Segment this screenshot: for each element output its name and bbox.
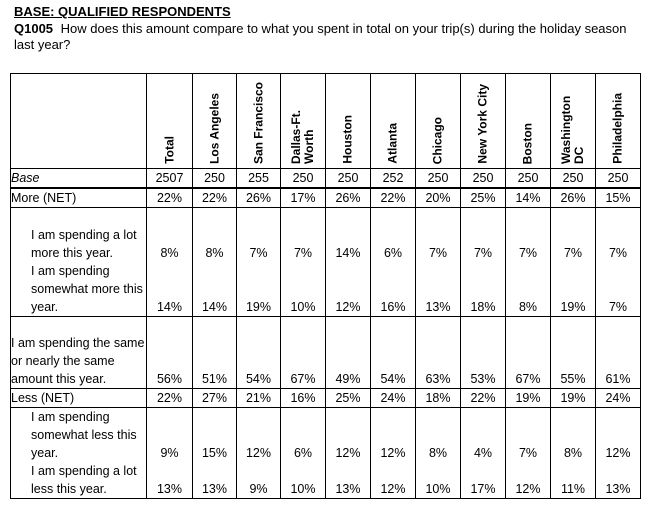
- table-cell: 21%: [237, 388, 281, 407]
- question-text: How does this amount compare to what you spent in total on your trip(s) during the holiday season last year?: [14, 21, 627, 52]
- table-row: [11, 208, 641, 262]
- col-header-new-york-city: New York City: [461, 74, 506, 169]
- table-cell: 14%: [193, 262, 237, 317]
- table-body: [11, 169, 641, 499]
- col-header-boston: Boston: [506, 74, 551, 169]
- table-cell: 250: [461, 169, 506, 189]
- table-cell: 13%: [147, 462, 193, 499]
- table-header: [14, 3, 644, 53]
- table-cell: 27%: [193, 388, 237, 407]
- table-cell: 8%: [147, 208, 193, 262]
- table-cell: 18%: [461, 262, 506, 317]
- question-id: Q1005: [14, 21, 54, 36]
- row-label: I am spending the same or nearly the same amount this year.: [11, 316, 147, 388]
- table-cell: 12%: [371, 462, 416, 499]
- table-cell: 20%: [416, 188, 461, 208]
- table-cell: 14%: [147, 262, 193, 317]
- table-cell: 63%: [416, 316, 461, 388]
- table-cell: 9%: [237, 462, 281, 499]
- table-cell: 7%: [281, 208, 326, 262]
- table-cell: 51%: [193, 316, 237, 388]
- table-cell: 11%: [551, 462, 596, 499]
- col-header-atlanta: Atlanta: [371, 74, 416, 169]
- table-cell: 15%: [596, 188, 641, 208]
- table-cell: 255: [237, 169, 281, 189]
- table-cell: 8%: [551, 407, 596, 462]
- table-cell: 250: [326, 169, 371, 189]
- table-cell: 10%: [416, 462, 461, 499]
- table-cell: 53%: [461, 316, 506, 388]
- row-label: I am spending somewhat less this year.: [11, 407, 147, 462]
- table-cell: 250: [506, 169, 551, 189]
- table-cell: 12%: [326, 407, 371, 462]
- table-cell: 10%: [281, 262, 326, 317]
- table-cell: 12%: [506, 462, 551, 499]
- table-cell: 4%: [461, 407, 506, 462]
- table-cell: 54%: [237, 316, 281, 388]
- col-header-philadelphia: Philadelphia: [596, 74, 641, 169]
- table-cell: 7%: [461, 208, 506, 262]
- table-cell: 54%: [371, 316, 416, 388]
- table-cell: 250: [596, 169, 641, 189]
- crosstab-table: [10, 73, 641, 499]
- table-cell: 14%: [506, 188, 551, 208]
- table-cell: 9%: [147, 407, 193, 462]
- table-cell: 22%: [147, 388, 193, 407]
- table-row: [11, 462, 641, 499]
- question: [14, 21, 644, 53]
- table-cell: 250: [281, 169, 326, 189]
- table-cell: 19%: [551, 262, 596, 317]
- table-row: [11, 316, 641, 388]
- row-label: I am spending a lot less this year.: [11, 462, 147, 499]
- table-cell: 24%: [371, 388, 416, 407]
- table-cell: 6%: [281, 407, 326, 462]
- row-label: Less (NET): [11, 388, 147, 407]
- table-cell: 19%: [551, 388, 596, 407]
- table-cell: 17%: [281, 188, 326, 208]
- table-cell: 13%: [596, 462, 641, 499]
- table-cell: 49%: [326, 316, 371, 388]
- table-row: [11, 262, 641, 317]
- col-header-houston: Houston: [326, 74, 371, 169]
- table-cell: 22%: [371, 188, 416, 208]
- table-cell: 67%: [506, 316, 551, 388]
- table-cell: 250: [551, 169, 596, 189]
- table-cell: 17%: [461, 462, 506, 499]
- row-label: Base: [11, 169, 147, 189]
- table-cell: 12%: [326, 262, 371, 317]
- table-cell: 18%: [416, 388, 461, 407]
- col-header-chicago: Chicago: [416, 74, 461, 169]
- col-header-san-francisco: San Francisco: [237, 74, 281, 169]
- table-cell: 67%: [281, 316, 326, 388]
- column-header-row: [11, 74, 641, 169]
- table-cell: 13%: [326, 462, 371, 499]
- table-cell: 26%: [326, 188, 371, 208]
- table-cell: 8%: [506, 262, 551, 317]
- table-cell: 16%: [281, 388, 326, 407]
- col-header-los-angeles: Los Angeles: [193, 74, 237, 169]
- table-cell: 7%: [506, 407, 551, 462]
- table-row: [11, 388, 641, 407]
- table-cell: 7%: [551, 208, 596, 262]
- table-cell: 55%: [551, 316, 596, 388]
- table-cell: 61%: [596, 316, 641, 388]
- table-cell: 24%: [596, 388, 641, 407]
- table-cell: 12%: [371, 407, 416, 462]
- table-cell: 7%: [416, 208, 461, 262]
- row-label: I am spending a lot more this year.: [11, 208, 147, 262]
- table-cell: 12%: [596, 407, 641, 462]
- table-cell: 7%: [237, 208, 281, 262]
- table-cell: 8%: [416, 407, 461, 462]
- table-cell: 8%: [193, 208, 237, 262]
- table-cell: 7%: [596, 262, 641, 317]
- table-cell: 7%: [596, 208, 641, 262]
- table-cell: 56%: [147, 316, 193, 388]
- table-cell: 13%: [193, 462, 237, 499]
- table-cell: 22%: [193, 188, 237, 208]
- table-cell: 19%: [506, 388, 551, 407]
- table-cell: 252: [371, 169, 416, 189]
- table-cell: 16%: [371, 262, 416, 317]
- col-header-total: Total: [147, 74, 193, 169]
- corner-cell: [11, 74, 147, 169]
- table-cell: 12%: [237, 407, 281, 462]
- col-header-washington-dc: Washington DC: [551, 74, 596, 169]
- table-cell: 26%: [237, 188, 281, 208]
- table-cell: 250: [193, 169, 237, 189]
- table-cell: 13%: [416, 262, 461, 317]
- table-cell: 10%: [281, 462, 326, 499]
- table-cell: 7%: [506, 208, 551, 262]
- row-label: More (NET): [11, 188, 147, 208]
- table-cell: 26%: [551, 188, 596, 208]
- table-row: [11, 169, 641, 189]
- base-label: BASE: QUALIFIED RESPONDENTS: [14, 4, 231, 19]
- table-cell: 15%: [193, 407, 237, 462]
- table-cell: 22%: [147, 188, 193, 208]
- col-header-dallas-ft-worth: Dallas-Ft. Worth: [281, 74, 326, 169]
- table-row: [11, 407, 641, 462]
- table-cell: 19%: [237, 262, 281, 317]
- row-label: I am spending somewhat more this year.: [11, 262, 147, 317]
- table-cell: 25%: [461, 188, 506, 208]
- table-cell: 6%: [371, 208, 416, 262]
- table-cell: 25%: [326, 388, 371, 407]
- table-row: [11, 188, 641, 208]
- table-cell: 14%: [326, 208, 371, 262]
- table-cell: 2507: [147, 169, 193, 189]
- table-cell: 22%: [461, 388, 506, 407]
- table-cell: 250: [416, 169, 461, 189]
